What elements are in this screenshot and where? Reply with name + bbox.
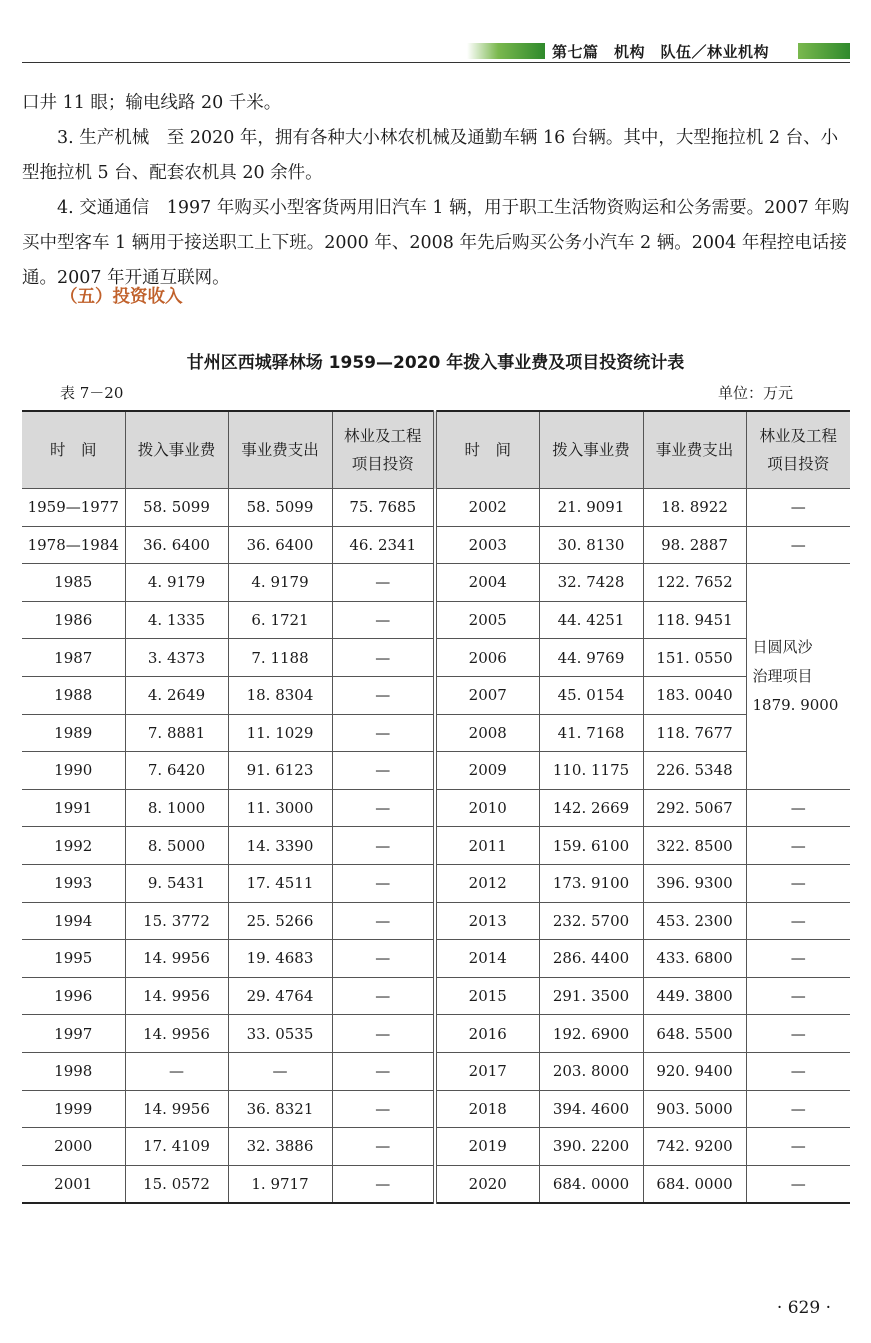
- table-cell-right: 2014: [435, 940, 539, 978]
- table-cell-left: 15. 0572: [125, 1165, 228, 1203]
- table-cell-left: 1997: [22, 1015, 125, 1053]
- table-cell-left: 1985: [22, 564, 125, 602]
- table-row: [22, 601, 850, 639]
- table-cell-right: 322. 8500: [643, 827, 746, 865]
- table-cell-right: 2005: [435, 601, 539, 639]
- table-cell-left: 6. 1721: [228, 601, 332, 639]
- table-cell-left: 7. 1188: [228, 639, 332, 677]
- table-cell-left: 8. 5000: [125, 827, 228, 865]
- table-row: [22, 639, 850, 677]
- table-cell-right: 449. 3800: [643, 977, 746, 1015]
- table-cell-left: 33. 0535: [228, 1015, 332, 1053]
- table-cell-left: 1986: [22, 601, 125, 639]
- table-cell-right: 32. 7428: [539, 564, 643, 602]
- table-cell-left: 11. 3000: [228, 789, 332, 827]
- table-cell-left: —: [228, 1052, 332, 1090]
- section-heading: （五）投资收入: [60, 287, 183, 307]
- table-row: [22, 977, 850, 1015]
- table-cell-right: 2010: [435, 789, 539, 827]
- table-cell-left: —: [332, 564, 435, 602]
- table-cell-left: 29. 4764: [228, 977, 332, 1015]
- table-cell-right: 292. 5067: [643, 789, 746, 827]
- paragraph-3: 4. 交通通信 1997 年购买小型客货两用旧汽车 1 辆，用于职工生活物资购运和公务需要。2007 年购买中型客车 1 辆用于接送职工上下班。2000 年、2008 年先后购买公务小汽车 2 辆。2004 年程控电话接通。2007 年开通互联网。: [22, 198, 850, 288]
- table-row: [22, 1165, 850, 1203]
- table-cell-left: 14. 3390: [228, 827, 332, 865]
- table-cell-right: —: [746, 940, 850, 978]
- table-cell-right: 648. 5500: [643, 1015, 746, 1053]
- table-cell-right: —: [746, 1090, 850, 1128]
- table-cell-left: —: [332, 1128, 435, 1166]
- table-cell-right: 173. 9100: [539, 864, 643, 902]
- table-cell-left: 14. 9956: [125, 1090, 228, 1128]
- table-cell-left: 1999: [22, 1090, 125, 1128]
- table-cell-right: 2017: [435, 1052, 539, 1090]
- table-cell-right: —: [746, 864, 850, 902]
- table-cell-left: 58. 5099: [125, 489, 228, 527]
- paragraph-1: 口井 11 眼；输电线路 20 千米。: [22, 93, 282, 113]
- table-cell-right: 30. 8130: [539, 526, 643, 564]
- table-cell-right: 44. 9769: [539, 639, 643, 677]
- header-allocated: 拨入事业费: [125, 411, 228, 489]
- table-row: [22, 714, 850, 752]
- table-cell-left: 25. 5266: [228, 902, 332, 940]
- header-title: 第七篇 机构 队伍／林业机构: [552, 43, 770, 61]
- table-row: [22, 1090, 850, 1128]
- table-cell-left: —: [332, 1090, 435, 1128]
- table-cell-left: 1959—1977: [22, 489, 125, 527]
- table-cell-right: 394. 4600: [539, 1090, 643, 1128]
- table-cell-right: 453. 2300: [643, 902, 746, 940]
- investment-table: [22, 410, 850, 1204]
- table-cell-right: 122. 7652: [643, 564, 746, 602]
- header-time: 时 间: [22, 411, 125, 489]
- merged-project-note: [746, 564, 850, 790]
- header-project-line2: 项目投资: [351, 455, 414, 473]
- table-row: [22, 789, 850, 827]
- table-cell-left: 15. 3772: [125, 902, 228, 940]
- table-cell-right: 159. 6100: [539, 827, 643, 865]
- table-cell-right: 903. 5000: [643, 1090, 746, 1128]
- table-cell-left: —: [332, 1165, 435, 1203]
- table-cell-right: 232. 5700: [539, 902, 643, 940]
- table-cell-right: 2004: [435, 564, 539, 602]
- table-cell-right: 291. 3500: [539, 977, 643, 1015]
- table-cell-right: 98. 2887: [643, 526, 746, 564]
- table-cell-right: 203. 8000: [539, 1052, 643, 1090]
- table-cell-left: —: [332, 864, 435, 902]
- table-cell-left: 36. 8321: [228, 1090, 332, 1128]
- table-cell-right: 2009: [435, 752, 539, 790]
- running-header: [22, 40, 850, 64]
- table-cell-left: 18. 8304: [228, 676, 332, 714]
- table-row: [22, 1052, 850, 1090]
- table-cell-right: 118. 9451: [643, 601, 746, 639]
- table-cell-left: 7. 8881: [125, 714, 228, 752]
- table-cell-left: 11. 1029: [228, 714, 332, 752]
- table-title: 甘州区西城驿林场 1959—2020 年拨入事业费及项目投资统计表: [186, 353, 685, 373]
- table-row: [22, 489, 850, 527]
- table-number: 表 7－20: [60, 384, 124, 402]
- table-cell-left: 1989: [22, 714, 125, 752]
- table-cell-left: 1996: [22, 977, 125, 1015]
- table-cell-right: —: [746, 827, 850, 865]
- table-cell-left: 91. 6123: [228, 752, 332, 790]
- table-cell-right: 110. 1175: [539, 752, 643, 790]
- table-cell-left: —: [332, 714, 435, 752]
- table-cell-left: —: [332, 752, 435, 790]
- table-header-row: [22, 411, 850, 489]
- merged-note-line2: 治理项目: [752, 666, 813, 685]
- table-cell-right: 684. 0000: [539, 1165, 643, 1203]
- header-project-line1: 林业及工程: [343, 427, 422, 445]
- table-cell-right: —: [746, 489, 850, 527]
- table-cell-right: 2019: [435, 1128, 539, 1166]
- table-cell-right: —: [746, 789, 850, 827]
- table-cell-left: —: [332, 940, 435, 978]
- table-cell-right: 2018: [435, 1090, 539, 1128]
- table-unit: 单位：万元: [718, 384, 794, 402]
- table-cell-left: 1991: [22, 789, 125, 827]
- table-cell-right: 433. 6800: [643, 940, 746, 978]
- table-cell-right: —: [746, 902, 850, 940]
- page-number: · 629 ·: [776, 1298, 831, 1318]
- table-cell-left: —: [332, 902, 435, 940]
- header-left-green-bar: [467, 43, 545, 59]
- header-expense-right: 事业费支出: [643, 411, 746, 489]
- table-cell-left: 4. 9179: [228, 564, 332, 602]
- table-cell-left: 14. 9956: [125, 940, 228, 978]
- table-cell-left: 4. 2649: [125, 676, 228, 714]
- table-cell-left: —: [332, 639, 435, 677]
- table-cell-left: 4. 9179: [125, 564, 228, 602]
- table-cell-right: 2020: [435, 1165, 539, 1203]
- table-cell-right: 2002: [435, 489, 539, 527]
- table-cell-left: —: [332, 676, 435, 714]
- table-cell-right: —: [746, 1052, 850, 1090]
- table-cell-left: 1998: [22, 1052, 125, 1090]
- table-cell-right: 2008: [435, 714, 539, 752]
- table-row: [22, 564, 850, 602]
- table-cell-left: 2000: [22, 1128, 125, 1166]
- table-cell-left: 46. 2341: [332, 526, 435, 564]
- table-cell-left: 36. 6400: [228, 526, 332, 564]
- header-time-right: 时 间: [435, 411, 539, 489]
- table-cell-right: —: [746, 1165, 850, 1203]
- table-cell-right: 920. 9400: [643, 1052, 746, 1090]
- table-cell-left: 36. 6400: [125, 526, 228, 564]
- table-cell-right: 21. 9091: [539, 489, 643, 527]
- header-project: [332, 411, 435, 489]
- table-cell-right: 2013: [435, 902, 539, 940]
- table-cell-left: —: [125, 1052, 228, 1090]
- header-allocated-right: 拨入事业费: [539, 411, 643, 489]
- table-cell-left: —: [332, 1052, 435, 1090]
- table-cell-right: 2011: [435, 827, 539, 865]
- table-cell-right: 2006: [435, 639, 539, 677]
- table-cell-left: 58. 5099: [228, 489, 332, 527]
- table-row: [22, 1128, 850, 1166]
- table-cell-left: 14. 9956: [125, 1015, 228, 1053]
- table-cell-right: 2015: [435, 977, 539, 1015]
- table-cell-right: 2003: [435, 526, 539, 564]
- table-cell-left: 2001: [22, 1165, 125, 1203]
- table-cell-right: 18. 8922: [643, 489, 746, 527]
- table-cell-left: 14. 9956: [125, 977, 228, 1015]
- table-cell-right: 118. 7677: [643, 714, 746, 752]
- table-cell-right: 183. 0040: [643, 676, 746, 714]
- table-row: [22, 902, 850, 940]
- table-cell-left: 9. 5431: [125, 864, 228, 902]
- table-row: [22, 864, 850, 902]
- table-cell-left: 3. 4373: [125, 639, 228, 677]
- table-cell-left: 1988: [22, 676, 125, 714]
- table-row: [22, 940, 850, 978]
- table-cell-right: 2012: [435, 864, 539, 902]
- table-cell-right: 742. 9200: [643, 1128, 746, 1166]
- table-row: [22, 676, 850, 714]
- table-cell-right: 192. 6900: [539, 1015, 643, 1053]
- table-cell-left: —: [332, 1015, 435, 1053]
- table-row: [22, 1015, 850, 1053]
- merged-note-line3: 1879. 9000: [752, 695, 839, 714]
- table-cell-right: 151. 0550: [643, 639, 746, 677]
- table-cell-right: 2016: [435, 1015, 539, 1053]
- table-cell-right: —: [746, 526, 850, 564]
- table-cell-left: 1978—1984: [22, 526, 125, 564]
- table-cell-left: 1992: [22, 827, 125, 865]
- table-cell-left: 1990: [22, 752, 125, 790]
- table-cell-right: 226. 5348: [643, 752, 746, 790]
- table-cell-right: 45. 0154: [539, 676, 643, 714]
- table-cell-right: 2007: [435, 676, 539, 714]
- header-expense: 事业费支出: [228, 411, 332, 489]
- table-cell-left: —: [332, 827, 435, 865]
- table-cell-right: 142. 2669: [539, 789, 643, 827]
- table-row: [22, 526, 850, 564]
- table-cell-right: —: [746, 977, 850, 1015]
- table-cell-right: —: [746, 1128, 850, 1166]
- table-cell-left: —: [332, 789, 435, 827]
- table-cell-right: 44. 4251: [539, 601, 643, 639]
- paragraph-2: 3. 生产机械 至 2020 年，拥有各种大小林农机械及通勤车辆 16 台辆。其中，大型拖拉机 2 台、小型拖拉机 5 台、配套农机具 20 余件。: [22, 128, 839, 183]
- table-cell-left: 32. 3886: [228, 1128, 332, 1166]
- table-cell-left: 75. 7685: [332, 489, 435, 527]
- table-cell-left: 19. 4683: [228, 940, 332, 978]
- table-cell-left: 4. 1335: [125, 601, 228, 639]
- table-cell-left: 1995: [22, 940, 125, 978]
- table-row: [22, 827, 850, 865]
- table-cell-right: 684. 0000: [643, 1165, 746, 1203]
- table-cell-left: 17. 4109: [125, 1128, 228, 1166]
- table-cell-left: —: [332, 977, 435, 1015]
- table-cell-left: 1. 9717: [228, 1165, 332, 1203]
- header-right-green-bar: [798, 43, 850, 59]
- table-cell-right: 396. 9300: [643, 864, 746, 902]
- table-cell-left: 7. 6420: [125, 752, 228, 790]
- table-cell-right: —: [746, 1015, 850, 1053]
- table-cell-left: 8. 1000: [125, 789, 228, 827]
- table-cell-left: 1994: [22, 902, 125, 940]
- header-rule: [22, 62, 850, 63]
- table-cell-left: 1993: [22, 864, 125, 902]
- table-row: [22, 752, 850, 790]
- header-project-right: [746, 411, 850, 489]
- table-cell-left: 1987: [22, 639, 125, 677]
- merged-note-line1: 日圆风沙: [752, 637, 813, 656]
- table-cell-left: —: [332, 601, 435, 639]
- header-project-line2: 项目投资: [767, 455, 830, 473]
- table-cell-left: 17. 4511: [228, 864, 332, 902]
- table-cell-right: 286. 4400: [539, 940, 643, 978]
- header-project-line1: 林业及工程: [759, 427, 837, 445]
- table-cell-right: 390. 2200: [539, 1128, 643, 1166]
- table-cell-right: 41. 7168: [539, 714, 643, 752]
